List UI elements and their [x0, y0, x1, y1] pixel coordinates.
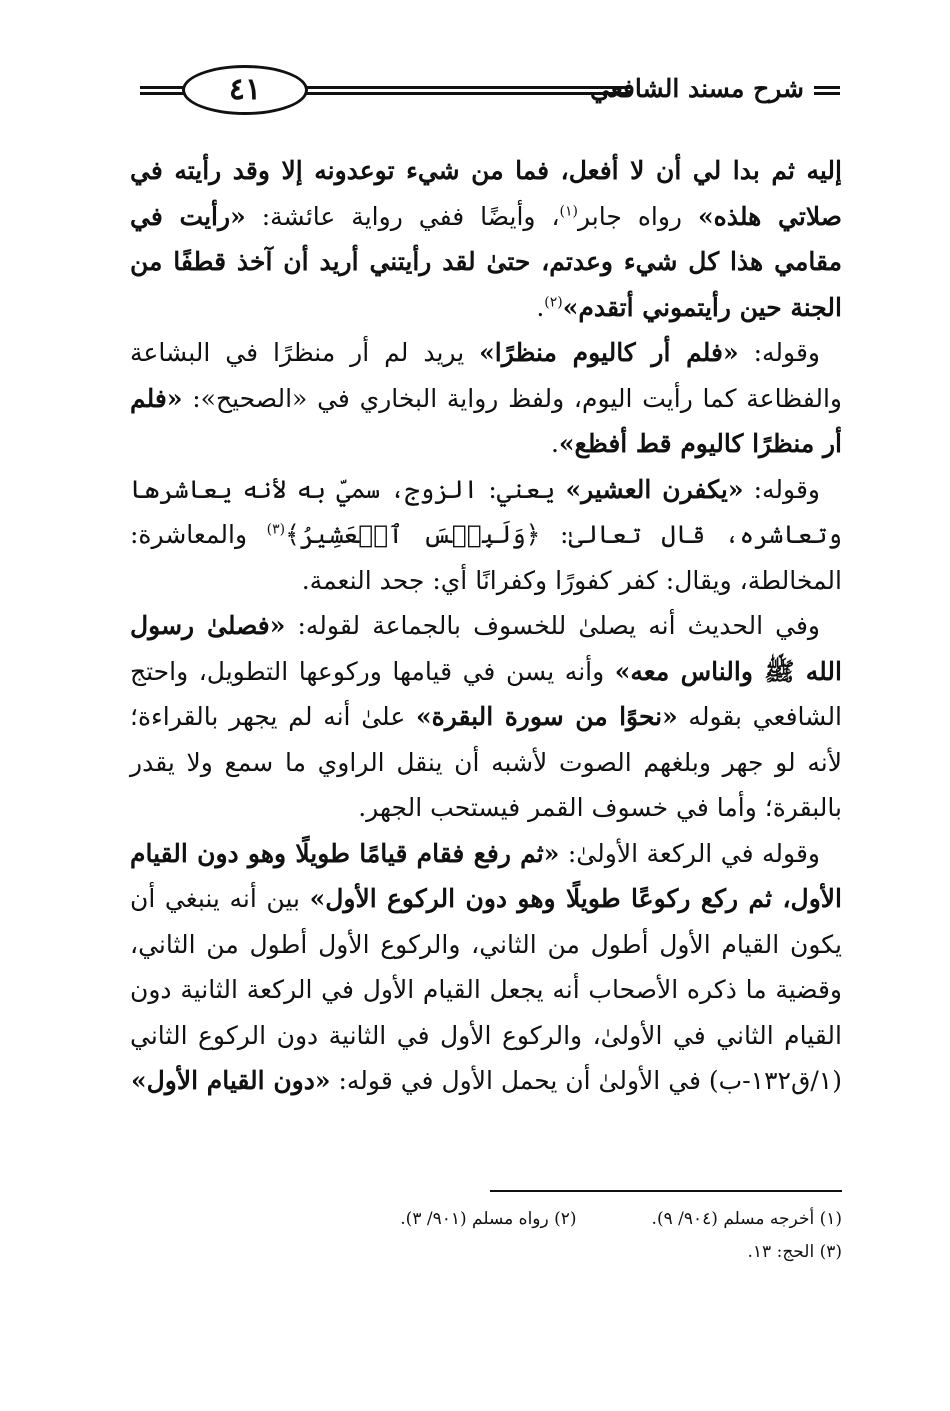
paragraph-1	[130, 148, 842, 330]
footnote-ref-3: (٣)	[266, 521, 286, 538]
commentary-text: والمعاشرة: المخالطة، ويقال: كفر كفورًا وكفرانًا أي: جحد النعمة.	[130, 520, 842, 595]
commentary-text: ، وأيضًا ففي رواية عائشة:	[245, 201, 560, 231]
commentary-text: بين أنه ينبغي أن يكون القيام الأول أطول من الثاني، والركوع الأول أطول من الثاني، وقضية ما ذكره الأصحاب أنه يجعل القيام الأول في الركعة الثانية دون القيام الثاني في الأولىٰ، والركوع الأول في الثانية دون الركوع الثاني (١/ق١٣٢-ب) في الأولىٰ أن يحمل الأول في قوله:	[130, 884, 842, 1095]
commentary-text: وأنه يسن في قيامها وركوعها التطويل، واحتج الشافعي بقوله	[130, 656, 843, 731]
commentary-text: رواه جابر	[578, 201, 698, 231]
paragraph-3	[130, 467, 842, 604]
commentary-text: يعني: الزوج، سميّ به لأنه يعاشرها وتعاشره، قال تعالىٰ:	[130, 474, 842, 549]
commentary-text: علىٰ أنه لم يجهر بالقراءة؛ لأنه لو جهر وبلغهم الصوت لأشبه أن ينقل الراوي ما سمع ولا يقدر بالبقرة؛ وأما في خسوف القمر فيستحب الجهر.	[130, 702, 842, 822]
commentary-text: وقوله:	[738, 338, 820, 367]
running-header	[140, 62, 840, 118]
page-number: ٤١	[182, 65, 308, 115]
commentary-text: وقوله في الركعة الأولىٰ:	[559, 838, 820, 868]
hadith-quote: «رأيت في مقامي هذا كل شيء وعدتم، حتىٰ لقد رأيتني أريد أن آخذ قطفًا من الجنة حين رأيتموني أتقدم»	[130, 201, 842, 322]
footnote-3: (٣) الحج: ١٣.	[747, 1242, 842, 1262]
hadith-quote: «فلم أر كاليوم منظرًا»	[479, 338, 739, 367]
footnote-1: (١) أخرجه مسلم (٩٠٤/ ٩).	[651, 1209, 842, 1229]
footnote-ref-2: (٢)	[544, 294, 563, 311]
hadith-quote: «ثم رفع فقام قيامًا طويلًا وهو دون القيام الأول، ثم ركع ركوعًا طويلًا وهو دون الركوع الأول»	[130, 838, 842, 913]
footnote-ref-1: (١)	[559, 203, 578, 220]
footnote-2: (٢) رواه مسلم (٩٠١/ ٣).	[400, 1209, 577, 1229]
punctuation: .	[550, 429, 559, 458]
hadith-quote: إليه ثم بدا لي أن لا أفعل، فما من شيء توعدونه إلا وقد رأيته في صلاتي هلذه»	[130, 156, 842, 231]
footnote-row	[200, 1236, 842, 1269]
hadith-quote: «فلم أر منظرًا كاليوم قط أفظع»	[130, 383, 842, 458]
header-ornament-dash	[814, 86, 840, 95]
footnote-row	[200, 1203, 842, 1236]
footnotes	[200, 1203, 842, 1269]
book-title: شرح مسند الشافعي	[590, 74, 804, 103]
hadith-quote: «نحوًا من سورة البقرة»	[415, 702, 678, 731]
paragraph-2	[130, 330, 842, 467]
footnote-separator	[490, 1190, 842, 1192]
quran-verse: ﴿وَلَبِئۡسَ ٱلۡعَشِيرُ﴾	[285, 520, 541, 549]
commentary-text: يريد لم أر منظرًا في البشاعة والفظاعة كما رأيت اليوم، ولفظ رواية البخاري في «الصحيح»:	[130, 338, 842, 413]
punctuation: .	[536, 292, 545, 322]
commentary-text: وفي الحديث أنه يصلىٰ للخسوف بالجماعة لقوله:	[285, 611, 821, 640]
hadith-quote: «فصلىٰ رسول الله ﷺ والناس معه»	[130, 611, 842, 686]
paragraph-5	[130, 831, 842, 1104]
hadith-quote: «دون القيام الأول»	[131, 1066, 331, 1095]
paragraph-4	[130, 603, 842, 831]
commentary-text: وقوله:	[743, 474, 820, 504]
main-text	[130, 148, 842, 1104]
hadith-quote: «يكفرن العشير»	[565, 474, 744, 504]
